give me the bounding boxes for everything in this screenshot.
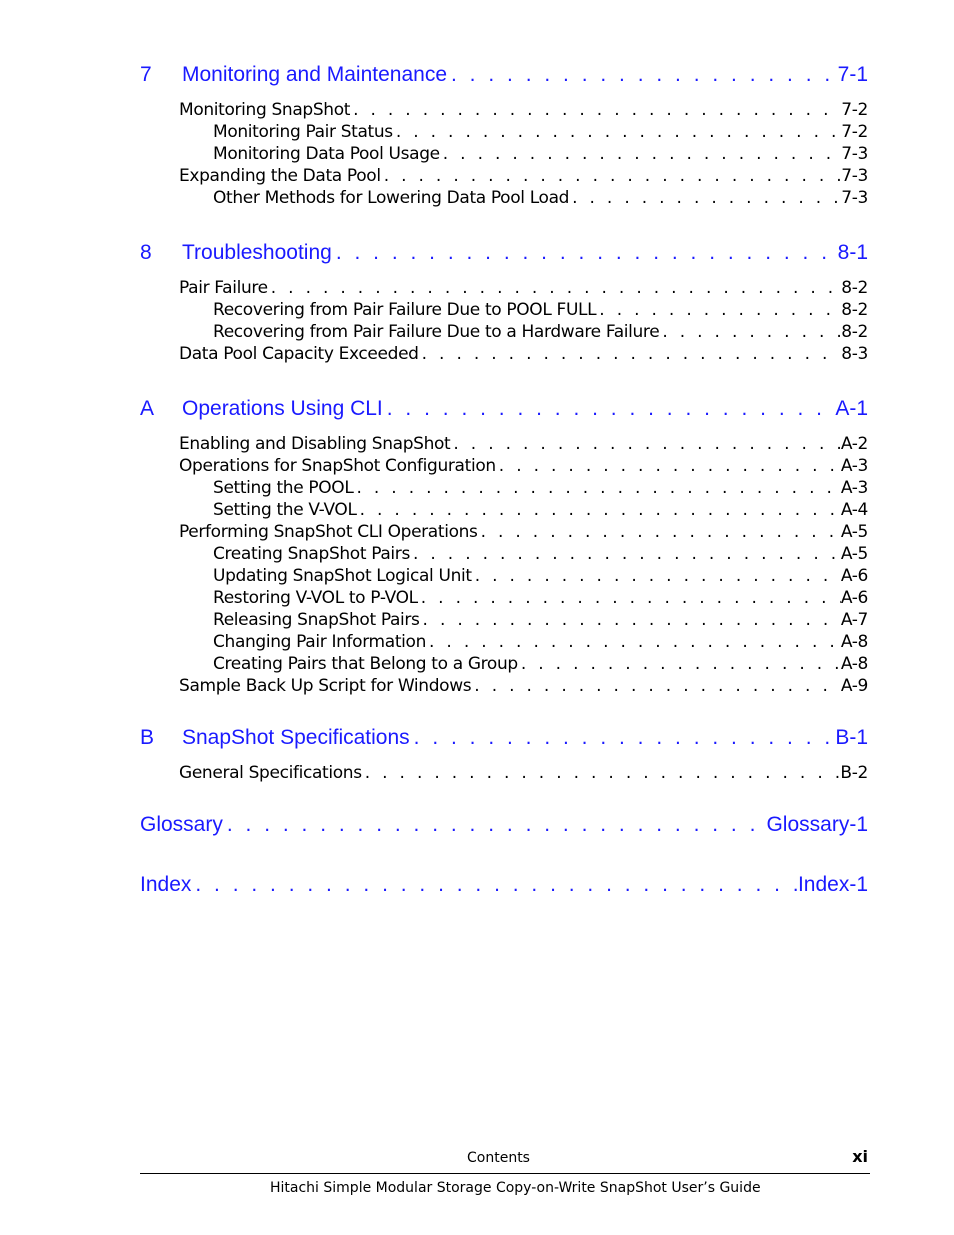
toc-entry[interactable] <box>140 631 868 653</box>
toc-entry[interactable] <box>140 299 868 321</box>
toc-entry[interactable] <box>140 321 868 343</box>
entry-page: 8-2 <box>841 300 868 320</box>
entry-title: Updating SnapShot Logical Unit <box>213 566 472 586</box>
entry-title: Recovering from Pair Failure Due to POOL FULL <box>213 300 597 320</box>
entry-page: A-7 <box>840 610 868 630</box>
dot-leader <box>268 277 842 299</box>
toc-entry[interactable] <box>140 477 868 499</box>
chapter-page: Glossary-1 <box>766 813 868 836</box>
entry-page: A-2 <box>840 434 868 454</box>
chapter-title: Troubleshooting <box>182 241 332 264</box>
toc-entry[interactable] <box>140 277 868 299</box>
dot-leader <box>472 565 841 587</box>
toc-chapter-link[interactable] <box>140 394 868 424</box>
toc-entry[interactable] <box>140 143 868 165</box>
toc-entry[interactable] <box>140 653 868 675</box>
dot-leader <box>569 187 841 209</box>
entry-title: Monitoring Pair Status <box>213 122 393 142</box>
toc-chapter-link[interactable] <box>140 723 868 753</box>
dot-leader <box>332 238 838 268</box>
toc-section <box>140 238 868 365</box>
toc-section <box>140 394 868 697</box>
entry-page: A-8 <box>840 654 868 674</box>
dot-leader <box>440 143 842 165</box>
dot-leader <box>420 609 841 631</box>
toc-entry-list <box>140 762 868 784</box>
entry-title: Releasing SnapShot Pairs <box>213 610 420 630</box>
dot-leader <box>659 321 841 343</box>
chapter-title: Glossary <box>140 813 223 836</box>
entry-page: 7-3 <box>841 188 868 208</box>
table-of-contents <box>140 60 868 900</box>
toc-entry[interactable] <box>140 587 868 609</box>
dot-leader <box>450 433 840 455</box>
entry-title: Setting the V-VOL <box>213 500 357 520</box>
entry-title: Creating Pairs that Belong to a Group <box>213 654 518 674</box>
dot-leader <box>350 99 841 121</box>
entry-page: A-6 <box>840 588 868 608</box>
footer-page-number: xi <box>852 1147 868 1166</box>
entry-page: 7-3 <box>841 144 868 164</box>
dot-leader <box>478 521 841 543</box>
entry-page: 7-2 <box>841 122 868 142</box>
toc-entry[interactable] <box>140 762 868 784</box>
entry-page: A-3 <box>840 478 868 498</box>
entry-page: 8-2 <box>841 278 868 298</box>
chapter-page: Index-1 <box>797 873 868 896</box>
chapter-title: Operations Using CLI <box>182 397 383 420</box>
dot-leader <box>518 653 841 675</box>
toc-chapter-link[interactable] <box>140 870 868 900</box>
chapter-number: 7 <box>140 63 152 86</box>
chapter-title: Index <box>140 873 192 896</box>
entry-title: Recovering from Pair Failure Due to a Hardware Failure <box>213 322 660 342</box>
toc-entry[interactable] <box>140 343 868 365</box>
entry-title: Restoring V-VOL to P-VOL <box>213 588 418 608</box>
toc-entry[interactable] <box>140 99 868 121</box>
dot-leader <box>393 121 841 143</box>
toc-entry[interactable] <box>140 565 868 587</box>
chapter-page: 8-1 <box>837 241 868 264</box>
toc-section <box>140 870 868 900</box>
toc-entry-list <box>140 433 868 697</box>
dot-leader <box>353 477 840 499</box>
entry-title: General Specifications <box>179 763 362 783</box>
toc-entry-list <box>140 277 868 365</box>
toc-chapter-link[interactable] <box>140 810 868 840</box>
entry-title: Other Methods for Lowering Data Pool Load <box>213 188 570 208</box>
toc-chapter-link[interactable] <box>140 60 868 90</box>
dot-leader <box>357 499 841 521</box>
dot-leader <box>381 165 842 187</box>
entry-page: B-2 <box>840 763 868 783</box>
entry-title: Performing SnapShot CLI Operations <box>179 522 478 542</box>
dot-leader <box>418 587 841 609</box>
footer-guide-title: Hitachi Simple Modular Storage Copy-on-Write SnapShot User’s Guide <box>270 1180 761 1196</box>
entry-title: Data Pool Capacity Exceeded <box>179 344 419 364</box>
footer-section-label: Contents <box>467 1150 530 1166</box>
entry-page: A-9 <box>840 676 868 696</box>
chapter-page: 7-1 <box>837 63 868 86</box>
toc-entry[interactable] <box>140 187 868 209</box>
dot-leader <box>471 675 841 697</box>
dot-leader <box>410 723 836 753</box>
toc-entry[interactable] <box>140 165 868 187</box>
entry-page: 7-3 <box>841 166 868 186</box>
toc-section <box>140 810 868 840</box>
chapter-page: B-1 <box>835 726 868 749</box>
toc-entry[interactable] <box>140 675 868 697</box>
chapter-number: 8 <box>140 241 152 264</box>
entry-page: A-4 <box>840 500 868 520</box>
toc-entry[interactable] <box>140 499 868 521</box>
dot-leader <box>496 455 841 477</box>
toc-entry-list <box>140 99 868 209</box>
dot-leader <box>447 60 838 90</box>
dot-leader <box>410 543 841 565</box>
toc-entry[interactable] <box>140 433 868 455</box>
entry-title: Creating SnapShot Pairs <box>213 544 410 564</box>
toc-entry[interactable] <box>140 609 868 631</box>
entry-title: Changing Pair Information <box>213 632 426 652</box>
footer-divider <box>140 1173 870 1174</box>
entry-title: Expanding the Data Pool <box>179 166 381 186</box>
entry-page: A-8 <box>840 632 868 652</box>
chapter-number: A <box>140 397 155 420</box>
entry-title: Sample Back Up Script for Windows <box>179 676 472 696</box>
dot-leader <box>383 394 836 424</box>
chapter-page: A-1 <box>835 397 868 420</box>
toc-chapter-link[interactable] <box>140 238 868 268</box>
toc-entry[interactable] <box>140 121 868 143</box>
toc-section <box>140 723 868 784</box>
entry-page: 7-2 <box>841 100 868 120</box>
entry-page: A-3 <box>840 456 868 476</box>
dot-leader <box>596 299 841 321</box>
chapter-title: SnapShot Specifications <box>182 726 410 749</box>
entry-page: 8-3 <box>841 344 868 364</box>
entry-title: Monitoring Data Pool Usage <box>213 144 440 164</box>
entry-page: 8-2 <box>841 322 868 342</box>
dot-leader <box>191 870 798 900</box>
dot-leader <box>223 810 767 840</box>
dot-leader <box>362 762 841 784</box>
entry-title: Operations for SnapShot Configuration <box>179 456 496 476</box>
entry-title: Setting the POOL <box>213 478 354 498</box>
chapter-number: B <box>140 726 155 749</box>
entry-title: Pair Failure <box>179 278 268 298</box>
toc-entry[interactable] <box>140 455 868 477</box>
entry-title: Enabling and Disabling SnapShot <box>179 434 451 454</box>
toc-entry[interactable] <box>140 543 868 565</box>
dot-leader <box>426 631 841 653</box>
entry-page: A-5 <box>840 544 868 564</box>
dot-leader <box>419 343 842 365</box>
chapter-title: Monitoring and Maintenance <box>182 63 448 86</box>
entry-title: Monitoring SnapShot <box>179 100 351 120</box>
entry-page: A-5 <box>840 522 868 542</box>
entry-page: A-6 <box>840 566 868 586</box>
toc-entry[interactable] <box>140 521 868 543</box>
toc-section <box>140 60 868 209</box>
